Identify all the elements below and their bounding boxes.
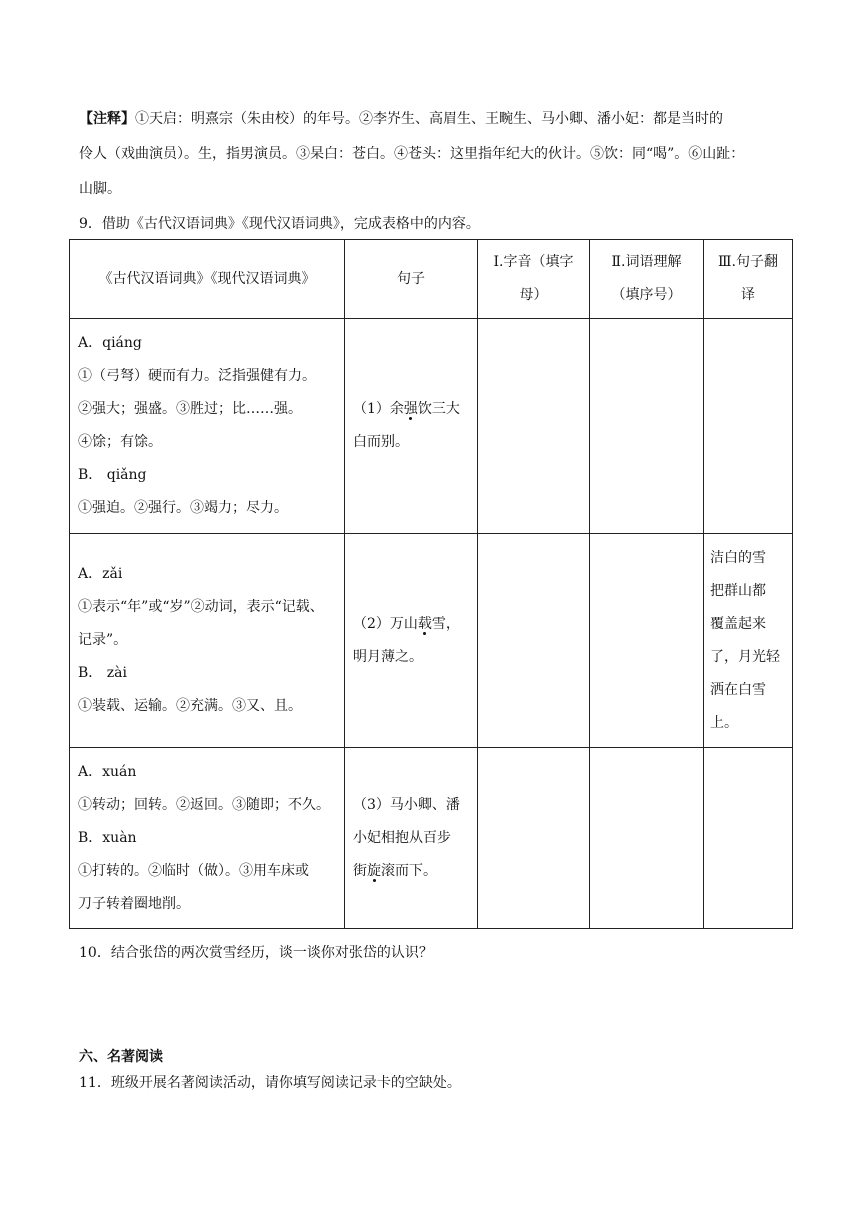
answer-pronunciation-3[interactable] [478,748,590,929]
annotation-note [79,102,791,207]
answer-pronunciation-1[interactable] [478,319,590,534]
sentence-2: （2）万山载雪， 明月薄之。 [345,534,478,748]
note-heading: 【注释】 [79,111,135,127]
answer-translation-2: 洁白的雪 把群山都 覆盖起来 了，月光轻 洒在白雪 上。 [704,534,793,748]
dictionary-table [69,239,793,929]
note-line-3: 山脚。 [79,181,121,197]
answer-meaning-3[interactable] [590,748,704,929]
question-9: 9．借助《古代汉语词典》《现代汉语词典》，完成表格中的内容。 [79,216,480,232]
header-dictionary: 《古代汉语词典》《现代汉语词典》 [70,240,345,319]
header-sentence: 句子 [345,240,478,319]
sentence-3: （3）马小卿、潘 小妃相抱从百步 街旋滚而下。 [345,748,478,929]
emphasized-char: 强 [403,401,418,417]
table-row [70,534,793,748]
emphasized-char: 载 [417,615,432,632]
answer-meaning-1[interactable] [590,319,704,534]
dictionary-entry-xuan: A．xuán ①转动；回转。②返回。③随即；不久。 B．xuàn ①打转的。②临时（做）。③用车床或 刀子转着圈地削。 [70,748,345,929]
emphasized-char: 旋 [367,862,381,879]
table-row [70,319,793,534]
dictionary-entry-qiang: A．qiáng ①（弓弩）硬而有力。泛指强健有力。 ②强大；强盛。③胜过；比……强。 ④馀；有馀。 B． qiǎng ①强迫。②强行。③竭力；尽力。 [70,319,345,534]
question-11: 11．班级开展名著阅读活动，请你填写阅读记录卡的空缺处。 [79,1075,461,1091]
answer-pronunciation-2[interactable] [478,534,590,748]
answer-translation-1[interactable] [704,319,793,534]
header-pronunciation: Ⅰ.字音（填字 母） [478,240,590,319]
answer-meaning-2[interactable] [590,534,704,748]
question-10: 10．结合张岱的两次赏雪经历，谈一谈你对张岱的认识？ [79,945,433,961]
table-row [70,748,793,929]
table-header-row [70,240,793,319]
header-translation: Ⅲ.句子翻 译 [704,240,793,319]
section-heading: 六、名著阅读 [79,1049,163,1065]
note-line-1: ①天启：明熹宗（朱由校）的年号。②李岕生、高眉生、王畹生、马小卿、潘小妃：都是当时的 [135,111,723,127]
dictionary-entry-zai: A．zǎi ①表示“年”或“岁”②动词，表示“记载、 记录”。 B． zài ①装载、运输。②充满。③又、且。 [70,534,345,748]
note-line-2: 伶人（戏曲演员）。生，指男演员。③杲白：苍白。④苍头：这里指年纪大的伙计。⑤饮：同“喝”。⑥山趾： [79,146,745,162]
header-meaning: Ⅱ.词语理解 （填序号） [590,240,704,319]
sentence-1: （1）余强饮三大 白而别。 [345,319,478,534]
answer-translation-3[interactable] [704,748,793,929]
